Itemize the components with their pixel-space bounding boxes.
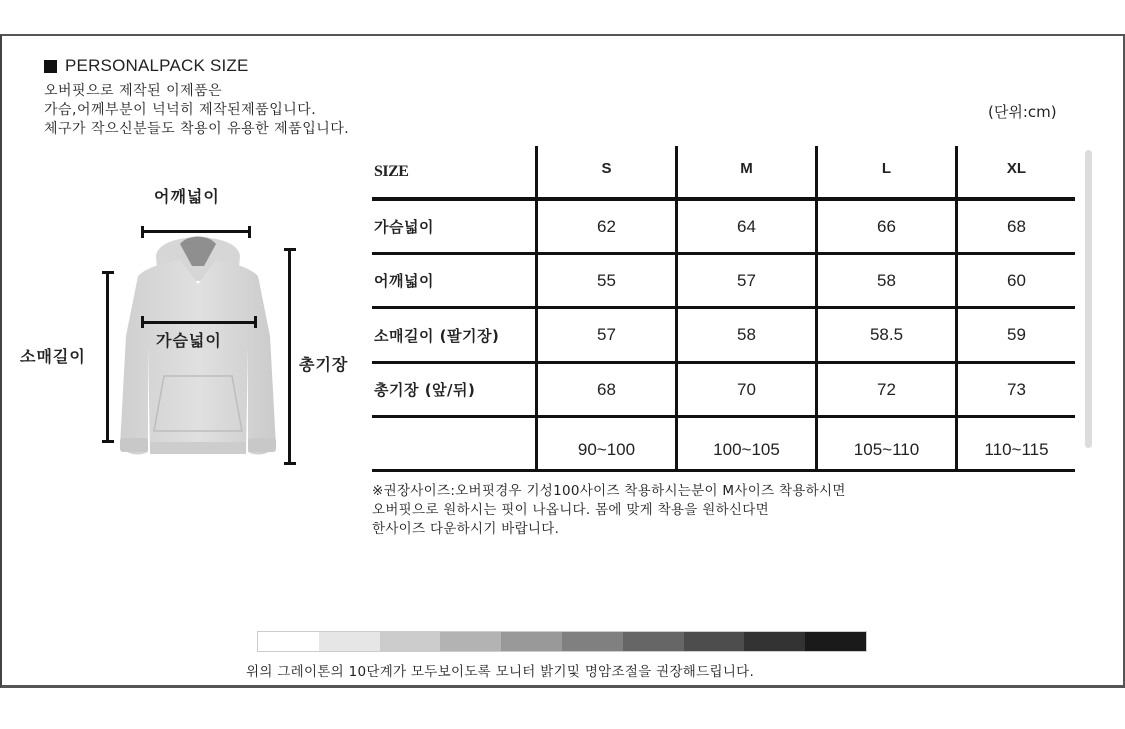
- grayscale-calibration-bar: [257, 631, 867, 652]
- cell-value: 70: [737, 379, 756, 399]
- brand-title-text: PERSONALPACK SIZE: [65, 56, 249, 75]
- cell-value: 68: [597, 379, 616, 399]
- description-line: 가슴,어께부분이 넉넉히 제작된제품입니다.: [44, 102, 317, 118]
- cell-value: 58: [877, 270, 896, 290]
- garment-illustration: [0, 170, 370, 470]
- cell-value: 72: [877, 379, 896, 399]
- length-measure-line: [288, 249, 291, 465]
- length-measure-cap: [284, 248, 296, 251]
- shoulder-measure-line: [142, 230, 250, 233]
- shoulder-width-label: 어깨넓이: [154, 187, 220, 206]
- grayscale-step: [805, 632, 866, 651]
- sleeve-measure-line: [106, 272, 109, 442]
- chest-measure-cap: [254, 316, 257, 328]
- cell-value: 73: [1007, 379, 1026, 399]
- row-label: 어깨넓이: [374, 272, 434, 290]
- row-label: [372, 418, 535, 469]
- row-label: 가슴넓이: [374, 218, 434, 236]
- shoulder-measure-cap: [141, 226, 144, 238]
- sleeve-measure-cap: [102, 440, 114, 443]
- row-label: 총기장 (앞/뒤): [374, 381, 476, 399]
- cell-value: 58: [737, 325, 756, 344]
- grayscale-step: [380, 632, 441, 651]
- header-xl: XL: [1006, 159, 1027, 177]
- cell-value: 58.5: [869, 325, 904, 344]
- header-size: SIZE: [374, 163, 409, 180]
- grayscale-step: [562, 632, 623, 651]
- grayscale-step: [258, 632, 319, 651]
- header-block: [44, 56, 349, 139]
- chest-measure-line: [142, 321, 256, 324]
- sleeve-measure-cap: [102, 271, 114, 274]
- length-measure-cap: [284, 462, 296, 465]
- grayscale-step: [440, 632, 501, 651]
- description-line: 체구가 작으신분들도 착용이 유용한 제품입니다.: [44, 121, 350, 137]
- size-recommendation-note: [372, 482, 846, 539]
- cell-value: 64: [737, 216, 756, 236]
- note-line: ※권장사이즈:오버핏경우 기성100사이즈 착용하시는분이 M사이즈 착용하시면: [372, 483, 846, 499]
- note-line: 한사이즈 다운하시기 바랍니다.: [372, 521, 560, 537]
- vertical-scrollbar[interactable]: [1085, 150, 1092, 448]
- description-line: 오버핏으로 제작된 이제품은: [44, 83, 223, 99]
- cell-value: 57: [737, 270, 756, 290]
- header-l: L: [881, 159, 892, 177]
- product-description: [44, 82, 349, 139]
- grayscale-step: [501, 632, 562, 651]
- grayscale-step: [623, 632, 684, 651]
- grayscale-step: [319, 632, 380, 651]
- total-length-label: 총기장: [299, 355, 349, 374]
- square-bullet-icon: [44, 60, 57, 73]
- row-label: 소매길이 (팔기장): [374, 326, 500, 345]
- grayscale-caption: 위의 그레이톤의 10단계가 모두보이도록 모니터 밝기및 명암조절을 권장해드립니다.: [246, 664, 755, 680]
- cell-value: 57: [597, 325, 616, 344]
- cell-value: 110~115: [984, 439, 1049, 459]
- cell-value: 90~100: [577, 439, 636, 459]
- chest-measure-cap: [141, 316, 144, 328]
- cell-value: 68: [1007, 216, 1026, 236]
- header-s: S: [601, 159, 612, 177]
- cell-value: 59: [1007, 325, 1026, 344]
- cell-value: 105~110: [853, 439, 920, 459]
- sleeve-length-label: 소매길이: [20, 347, 86, 366]
- grayscale-step: [744, 632, 805, 651]
- cell-value: 60: [1007, 270, 1026, 290]
- unit-label: (단위:cm): [988, 103, 1057, 121]
- cell-value: 55: [597, 270, 616, 290]
- cell-value: 62: [597, 216, 616, 236]
- header-m: M: [740, 159, 753, 177]
- note-line: 오버핏으로 원하시는 핏이 나옵니다. 몸에 맞게 착용을 원하신다면: [372, 502, 769, 518]
- brand-title: [44, 56, 349, 76]
- chest-width-label: 가슴넓이: [156, 331, 222, 350]
- cell-value: 66: [877, 216, 896, 236]
- shoulder-measure-cap: [248, 226, 251, 238]
- cell-value: 100~105: [713, 439, 780, 459]
- grayscale-step: [684, 632, 745, 651]
